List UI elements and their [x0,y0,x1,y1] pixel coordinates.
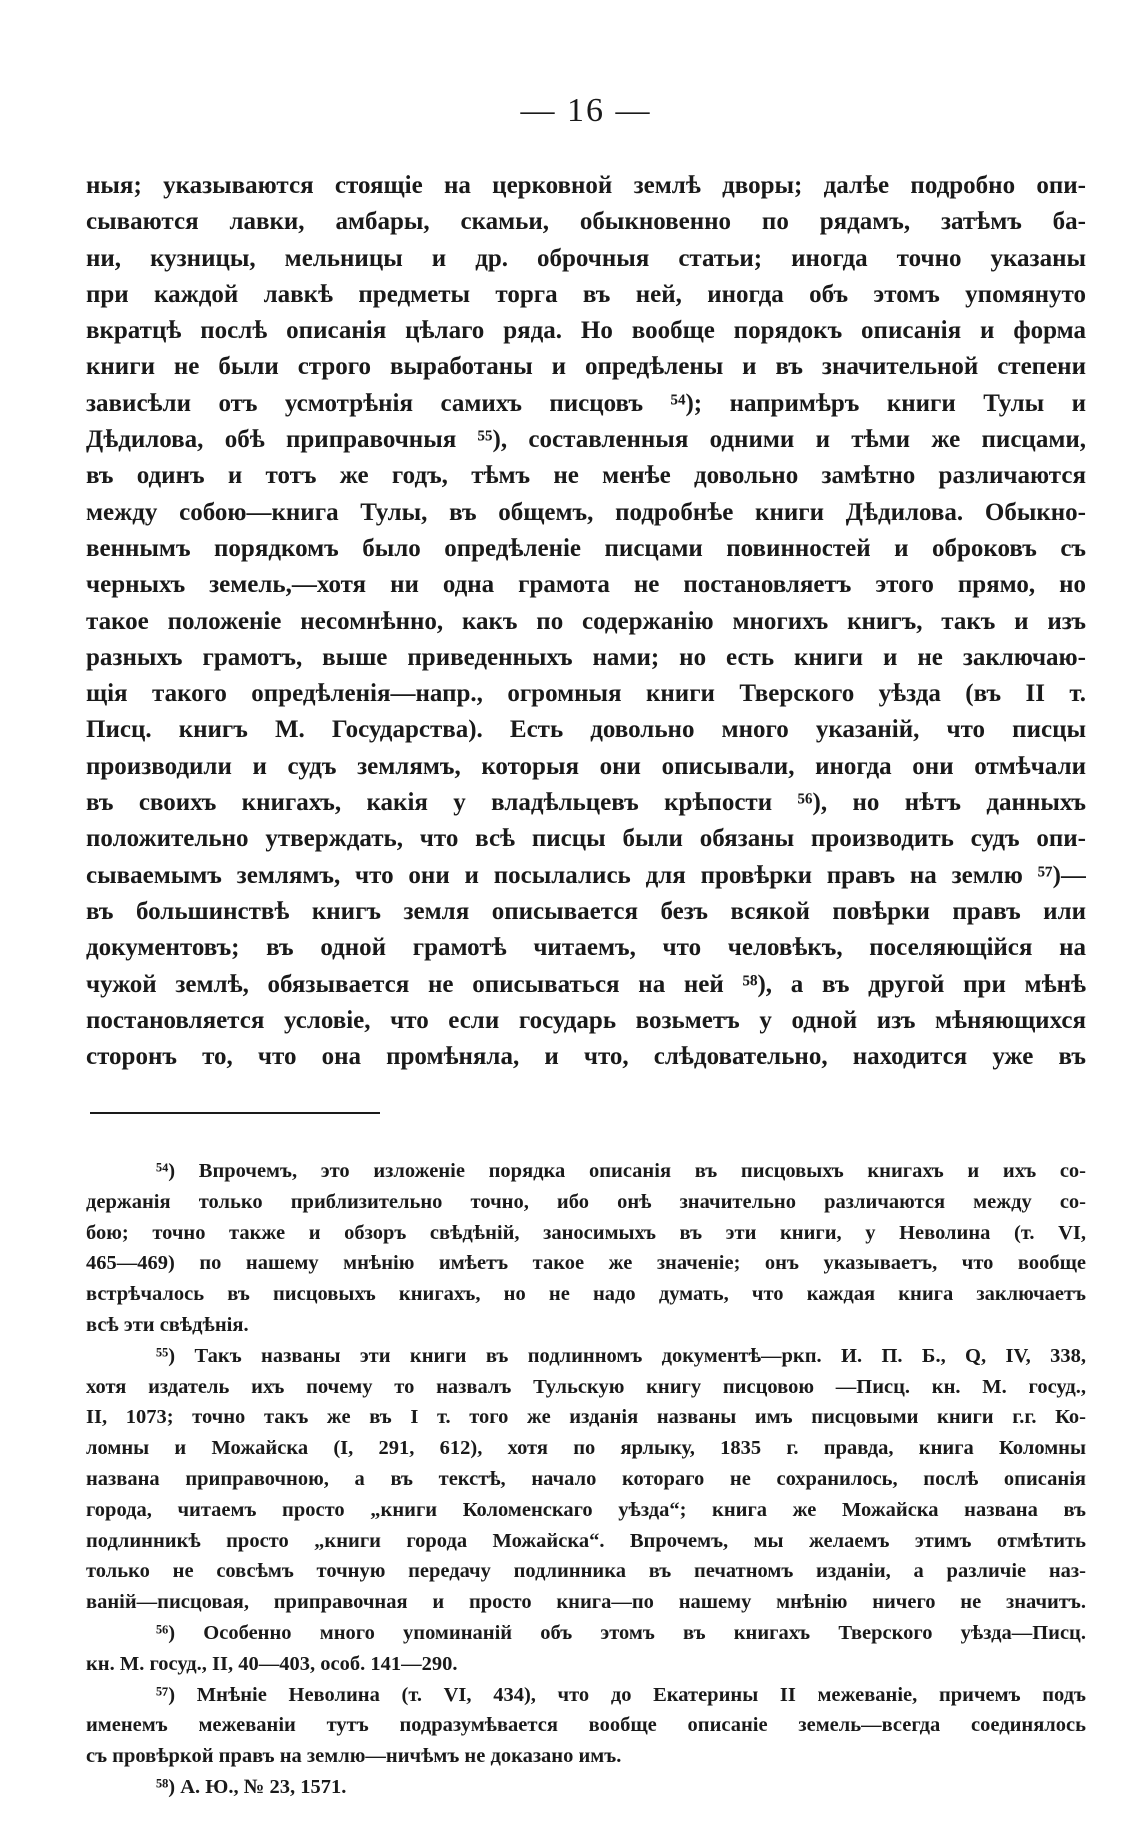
page-number: — 16 — [520,92,652,129]
footnote-line: города, читаемъ просто „книги Коломенскаго уѣзда“; книга же Можайска названа въ [86,1498,1086,1521]
text-line: ни, кузницы, мельницы и др. оброчныя статьи; иногда точно указаны [86,244,1086,272]
footnote-line: ваній—писцовая, приправочная и просто книга—по нашему мнѣнію ничего не значитъ. [86,1591,1086,1614]
text-line: въ своихъ книгахъ, какія у владѣльцевъ крѣпости ⁵⁶), но нѣтъ данныхъ [86,789,1086,817]
footnote-56 [86,1618,1086,1680]
text-line: Писц. книгъ М. Государства). Есть довольно много указаній, что писцы [86,716,1086,744]
footnote-line: 465—469) по нашему мнѣнію имѣетъ такое же значеніе; онъ указываетъ, что вообще [86,1252,1086,1275]
footnote-line: хотя издатель ихъ почему то назвалъ Тульскую книгу писцовою —Писц. кн. М. госуд., [86,1375,1086,1398]
text-line: производили и судъ землямъ, которыя они описывали, иногда они отмѣчали [86,752,1086,780]
text-line: положительно утверждать, что всѣ писцы были обязаны производить судъ опи- [86,825,1086,853]
text-line: ныя; указываются стоящіе на церковной землѣ дворы; далѣе подробно опи- [86,172,1086,199]
footnote-line: II, 1073; точно такъ же въ I т. того же изданія названы имъ писцовыми книги г.г. Ко- [86,1406,1086,1429]
footnote-line: ⁵⁸) А. Ю., № 23, 1571. [156,1775,347,1798]
text-line: вкратцѣ послѣ описанія цѣлаго ряда. Но вообще порядокъ описанія и форма [86,317,1086,345]
footnote-line: ⁵⁷) Мнѣніе Неволина (т. VI, 434), что до Екатерины II межеваніе, причемъ подъ [156,1683,1086,1706]
footnote-58 [86,1772,1086,1803]
text-line: между собою—книга Тулы, въ общемъ, подробнѣе книги Дѣдилова. Обыкно- [86,498,1086,526]
text-line: щія такого опредѣленія—напр., огромныя книги Тверского уѣзда (въ II т. [86,680,1086,708]
footnote-55 [86,1341,1086,1618]
text-line: сторонъ то, что она промѣняла, и что, слѣдовательно, находится уже въ [86,1043,1086,1071]
footnotes [86,1156,1086,1803]
footnote-separator [90,1112,380,1114]
text-line: документовъ; въ одной грамотѣ читаемъ, что человѣкъ, поселяющійся на [86,934,1086,962]
footnote-line: ⁵⁴) Впрочемъ, это изложеніе порядка описанія въ писцовыхъ книгахъ и ихъ со- [156,1160,1086,1182]
footnote-line: названа приправочною, а въ текстѣ, начало котораго не сохранилось, послѣ описанія [86,1467,1086,1490]
text-line: веннымъ порядкомъ было опредѣленіе писцами повинностей и оброковъ съ [86,534,1086,562]
footnote-line: ⁵⁵) Такъ названы эти книги въ подлинномъ документѣ—ркп. И. П. Б., Q, IV, 338, [156,1344,1086,1367]
text-line: постановляется условіе, что если государь возьметъ у одной изъ мѣняющихся [86,1006,1086,1034]
main-text [86,168,1086,1075]
footnote-line: именемъ межеваніи тутъ подразумѣвается вообще описаніе земель—всегда соединялось [86,1714,1086,1737]
footnote-line: кн. М. госуд., II, 40—403, особ. 141—290. [86,1652,458,1675]
footnote-line: съ провѣркой правъ на землю—ничѣмъ не доказано имъ. [86,1745,622,1768]
text-line: черныхъ земель,—хотя ни одна грамота не постановляетъ этого прямо, но [86,571,1086,599]
text-line: при каждой лавкѣ предметы торга въ ней, иногда объ этомъ упомянуто [86,280,1086,308]
text-line: въ большинствѣ книгъ земля описывается безъ всякой повѣрки правъ или [86,897,1086,925]
text-line: книги не были строго выработаны и опредѣлены и въ значительной степени [86,353,1086,381]
footnote-line: ⁵⁶) Особенно много упоминаній объ этомъ въ книгахъ Тверского уѣзда—Писц. [156,1621,1086,1644]
footnote-54 [86,1156,1086,1341]
footnote-line: только не совсѣмъ точную передачу подлинника въ печатномъ изданіи, а различіе наз- [86,1560,1086,1583]
footnote-line: подлинникѣ просто „книги города Можайска“. Впрочемъ, мы желаемъ этимъ отмѣтить [86,1529,1086,1552]
text-line: сываемымъ землямъ, что они и посылались для провѣрки правъ на землю ⁵⁷)— [86,861,1086,889]
text-line: Дѣдилова, обѣ приправочныя ⁵⁵), составленныя одними и тѣми же писцами, [86,426,1086,454]
footnote-line: всѣ эти свѣдѣнія. [86,1313,249,1336]
text-line: сываются лавки, амбары, скамьи, обыкновенно по рядамъ, затѣмъ ба- [86,208,1086,236]
text-line: разныхъ грамотъ, выше приведенныхъ нами; но есть книги и не заключаю- [86,643,1086,671]
footnote-line: встрѣчалось въ писцовыхъ книгахъ, но не надо думать, что каждая книга заключаетъ [86,1283,1086,1306]
footnote-line: держанія только приблизительно точно, ибо онѣ значительно различаются между со- [86,1190,1086,1213]
text-line: такое положеніе несомнѣнно, какъ по содержанію многихъ книгъ, такъ и изъ [86,607,1086,635]
footnote-line: бою; точно также и обзоръ свѣдѣній, заносимыхъ въ эти книги, у Неволина (т. VI, [86,1221,1086,1244]
footnote-57 [86,1680,1086,1772]
footnote-line: ломны и Можайска (I, 291, 612), хотя по ярлыку, 1835 г. правда, книга Коломны [86,1437,1086,1460]
text-line: въ одинъ и тотъ же годъ, тѣмъ не менѣе довольно замѣтно различаются [86,462,1086,490]
text-line: чужой землѣ, обязывается не описываться на ней ⁵⁸), а въ другой при мѣнѣ [86,970,1086,998]
text-line: зависѣли отъ усмотрѣнія самихъ писцовъ ⁵⁴); напримѣръ книги Тулы и [86,389,1086,417]
